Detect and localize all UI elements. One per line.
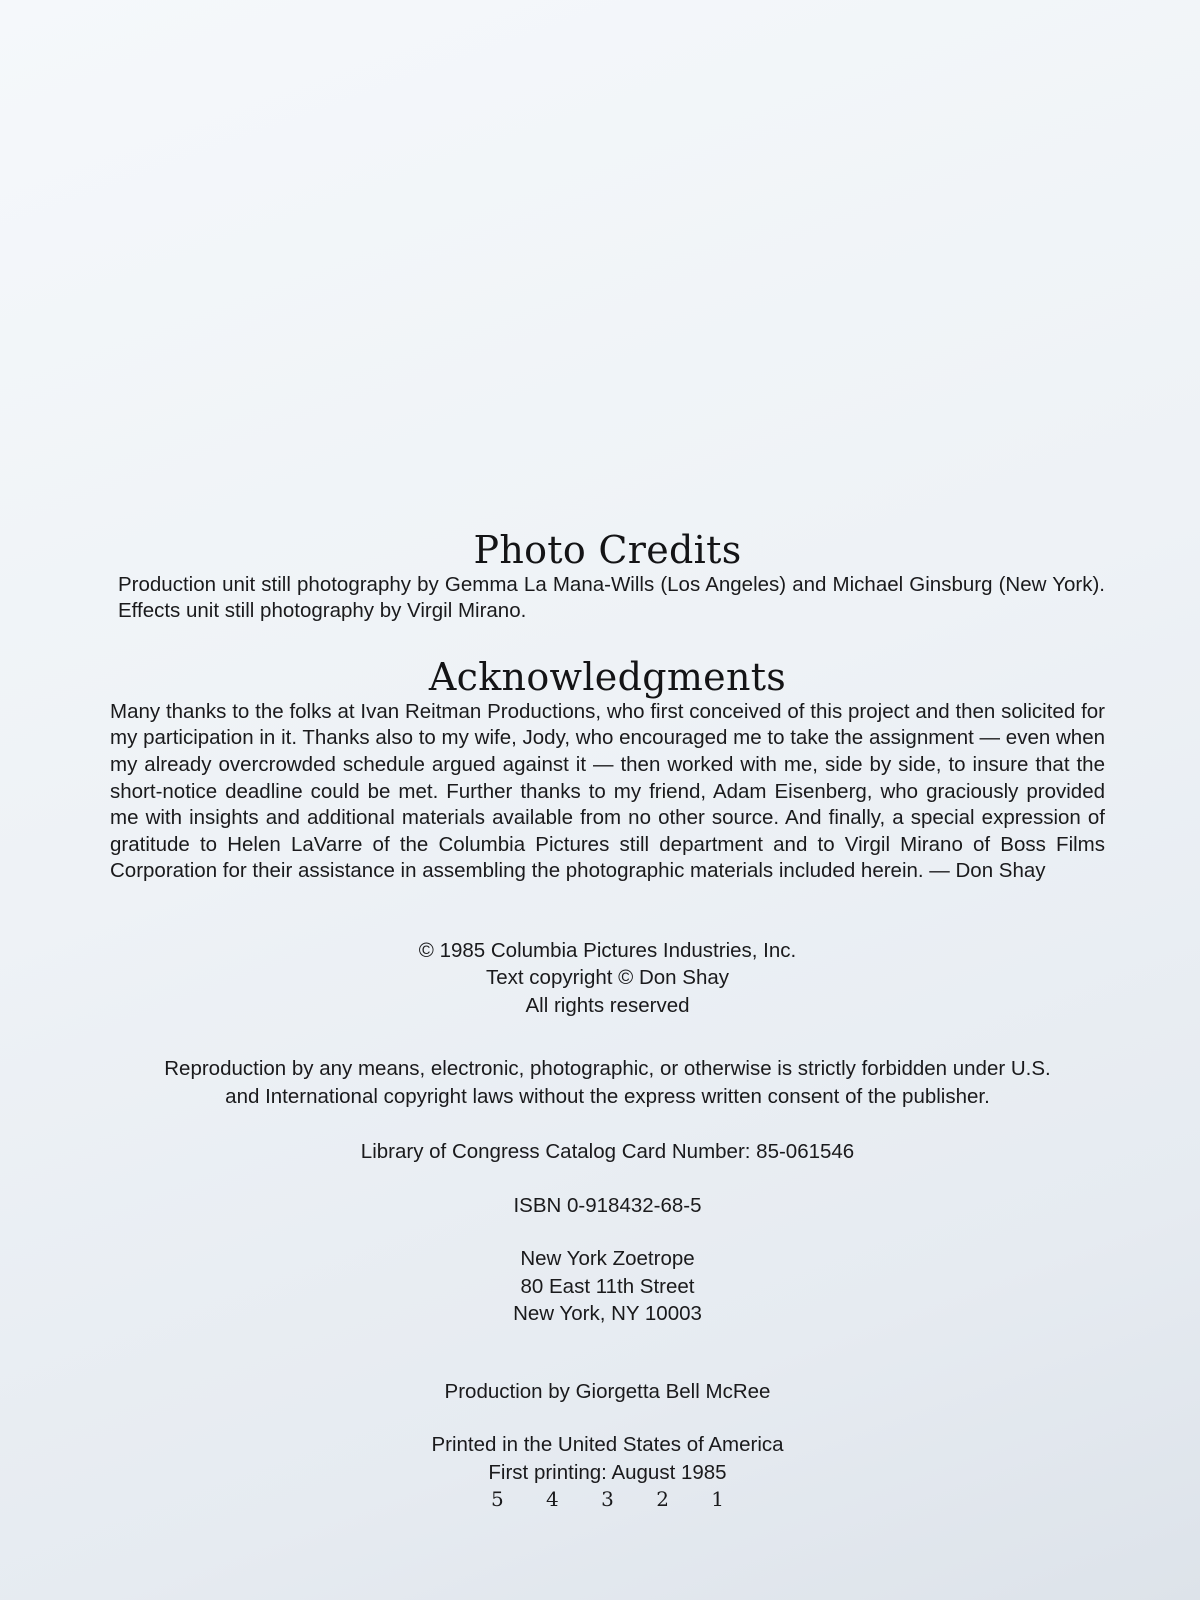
publisher-name: New York Zoetrope <box>520 1247 695 1271</box>
printed-in: Printed in the United States of America <box>431 1433 784 1457</box>
photo-credits-section <box>110 530 1105 625</box>
reproduction-notice <box>110 1055 1105 1110</box>
printing-info <box>110 1431 1105 1514</box>
production-credit: Production by Giorgetta Bell McRee <box>444 1379 771 1403</box>
copyright-page <box>110 530 1105 1514</box>
copyright-line-2: Text copyright © Don Shay <box>486 966 729 990</box>
publisher-address <box>110 1245 1105 1328</box>
first-printing: First printing: August 1985 <box>488 1460 727 1484</box>
library-of-congress-number: Library of Congress Catalog Card Number: 85-061546 <box>360 1140 855 1164</box>
isbn: ISBN 0-918432-68-5 <box>513 1193 702 1217</box>
publisher-city: New York, NY 10003 <box>513 1302 702 1326</box>
acknowledgments-section <box>110 654 1105 885</box>
copyright-line-3: All rights reserved <box>525 993 690 1017</box>
photo-credits-heading: Photo Credits <box>473 528 742 572</box>
photo-credits-text: Production unit still photography by Gemma La Mana-Wills (Los Angeles) and Michael Ginsburg (New York). Effects unit still photography by Virgil Mirano. <box>118 572 1105 623</box>
acknowledgments-heading: Acknowledgments <box>428 654 787 699</box>
print-run-numbers: 5 4 3 2 1 <box>490 1487 743 1512</box>
copyright-notice <box>110 937 1105 1020</box>
publisher-street: 80 East 11th Street <box>520 1274 695 1298</box>
copyright-line-1: © 1985 Columbia Pictures Industries, Inc. <box>418 938 797 962</box>
reproduction-line-2: and International copyright laws without the express written consent of the publisher. <box>225 1084 990 1108</box>
acknowledgments-text: Many thanks to the folks at Ivan Reitman Productions, who first conceived of this project and then solicited for my participation in it. Thanks also to my wife, Jody, who encouraged me to take the assignment — even when my already overcrowded schedule argued against it — then worked with me, side by side, to insure that the short-notice deadline could be met. Further thanks to my friend, Adam Eisenberg, who graciously provided me with insights and additional materials available from no other source. And finally, a special expression of gratitude to Helen LaVarre of the Columbia Pictures still department and to Virgil Mirano of Boss Films Corporation for their assistance in assembling the photographic materials included herein. — Don Shay <box>110 699 1105 883</box>
reproduction-line-1: Reproduction by any means, electronic, photographic, or otherwise is strictly forbidden under U.S. <box>164 1057 1051 1081</box>
